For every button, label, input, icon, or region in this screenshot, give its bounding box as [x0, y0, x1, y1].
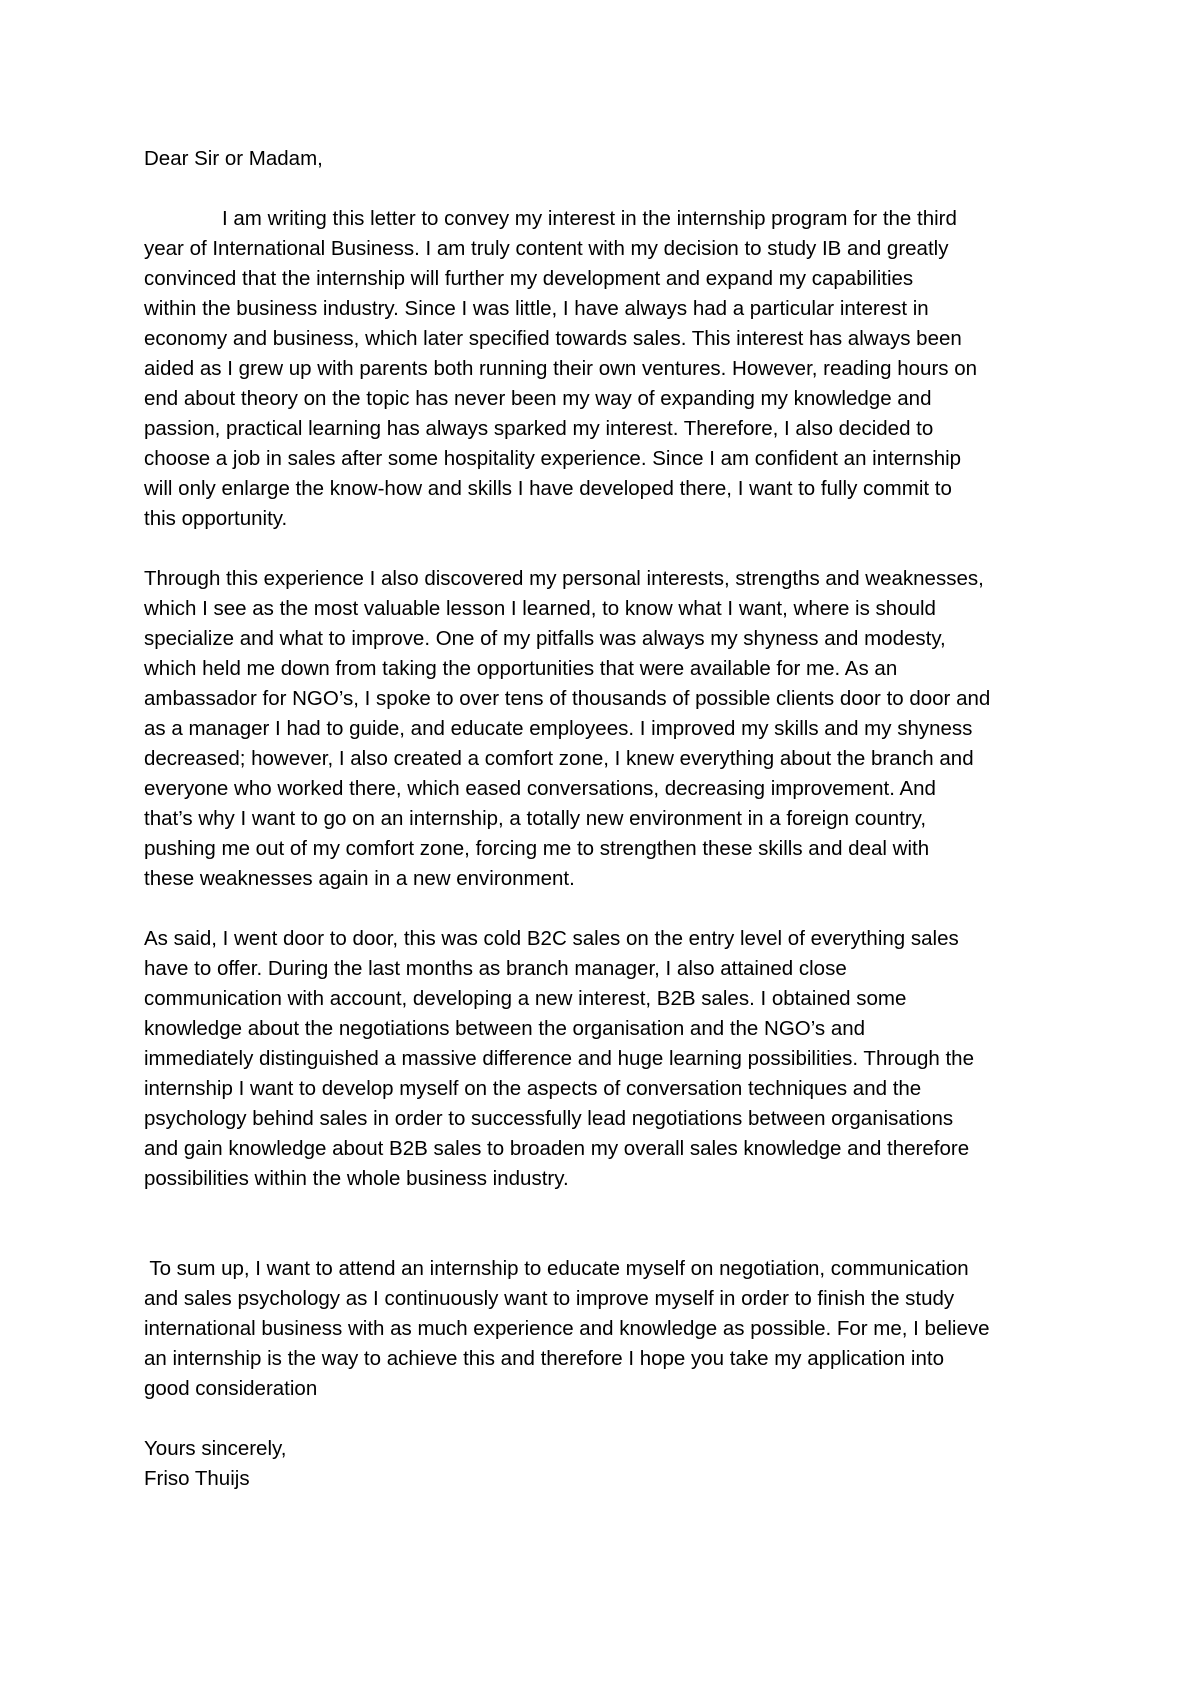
paragraph-line: possibilities within the whole business industry.	[144, 1167, 569, 1190]
paragraph-gap	[144, 894, 1074, 924]
paragraph-line: specialize and what to improve. One of my pitfalls was always my shyness and modesty,	[144, 627, 946, 650]
paragraph-line: these weaknesses again in a new environment.	[144, 867, 575, 890]
salutation: Dear Sir or Madam,	[144, 147, 323, 170]
paragraph-line: which held me down from taking the opportunities that were available for me. As an	[144, 657, 898, 680]
paragraph-gap	[144, 174, 1074, 204]
paragraph-line: international business with as much experience and knowledge as possible. For me, I believe	[144, 1317, 990, 1340]
paragraph-line: As said, I went door to door, this was cold B2C sales on the entry level of everything sales	[144, 927, 959, 950]
paragraph-line: immediately distinguished a massive difference and huge learning possibilities. Through the	[144, 1047, 974, 1070]
paragraph-line: Through this experience I also discovered my personal interests, strengths and weaknesses,	[144, 567, 984, 590]
paragraph-line: passion, practical learning has always sparked my interest. Therefore, I also decided to	[144, 417, 934, 440]
paragraph-line: that’s why I want to go on an internship, a totally new environment in a foreign country,	[144, 807, 927, 830]
paragraph-line: an internship is the way to achieve this and therefore I hope you take my application into	[144, 1347, 944, 1370]
paragraph-line: internship I want to develop myself on the aspects of conversation techniques and the	[144, 1077, 922, 1100]
paragraph-line: year of International Business. I am truly content with my decision to study IB and greatly	[144, 237, 949, 260]
paragraph-line: this opportunity.	[144, 507, 288, 530]
paragraph-line: and gain knowledge about B2B sales to broaden my overall sales knowledge and therefore	[144, 1137, 970, 1160]
paragraph-sales	[144, 924, 1074, 1194]
paragraph-line: I am writing this letter to convey my interest in the internship program for the third	[222, 207, 957, 230]
paragraph-line: convinced that the internship will further my development and expand my capabilities	[144, 267, 914, 290]
paragraph-line: which I see as the most valuable lesson I learned, to know what I want, where is should	[144, 597, 936, 620]
paragraph-intro	[144, 204, 1074, 534]
paragraph-line: and sales psychology as I continuously want to improve myself in order to finish the study	[144, 1287, 955, 1310]
paragraph-line: have to offer. During the last months as branch manager, I also attained close	[144, 957, 847, 980]
paragraph-line: decreased; however, I also created a comfort zone, I knew everything about the branch and	[144, 747, 974, 770]
signature-name: Friso Thuijs	[144, 1467, 250, 1490]
cover-letter	[144, 144, 1074, 1494]
paragraph-line: within the business industry. Since I was little, I have always had a particular interest in	[144, 297, 929, 320]
closing: Yours sincerely,	[144, 1437, 287, 1460]
paragraph-line: To sum up, I want to attend an internship to educate myself on negotiation, communication	[144, 1257, 969, 1280]
paragraph-line: psychology behind sales in order to successfully lead negotiations between organisations	[144, 1107, 954, 1130]
paragraph-line: everyone who worked there, which eased conversations, decreasing improvement. And	[144, 777, 936, 800]
paragraph-line: pushing me out of my comfort zone, forcing me to strengthen these skills and deal with	[144, 837, 930, 860]
paragraph-line: will only enlarge the know-how and skills I have developed there, I want to fully commit to	[144, 477, 952, 500]
paragraph-line: good consideration	[144, 1377, 318, 1400]
paragraph-line: communication with account, developing a new interest, B2B sales. I obtained some	[144, 987, 907, 1010]
paragraph-line: end about theory on the topic has never been my way of expanding my knowledge and	[144, 387, 932, 410]
paragraph-line: choose a job in sales after some hospitality experience. Since I am confident an internship	[144, 447, 962, 470]
paragraph-gap	[144, 1404, 1074, 1434]
paragraph-line: as a manager I had to guide, and educate employees. I improved my skills and my shyness	[144, 717, 973, 740]
paragraph-line: knowledge about the negotiations between the organisation and the NGO’s and	[144, 1017, 866, 1040]
paragraph-conclusion	[144, 1254, 1074, 1404]
paragraph-line: aided as I grew up with parents both running their own ventures. However, reading hours on	[144, 357, 978, 380]
paragraph-gap	[144, 534, 1074, 564]
paragraph-line: economy and business, which later specified towards sales. This interest has always been	[144, 327, 962, 350]
paragraph-experience	[144, 564, 1074, 894]
paragraph-line: ambassador for NGO’s, I spoke to over tens of thousands of possible clients door to door and	[144, 687, 991, 710]
paragraph-gap	[144, 1194, 1074, 1254]
